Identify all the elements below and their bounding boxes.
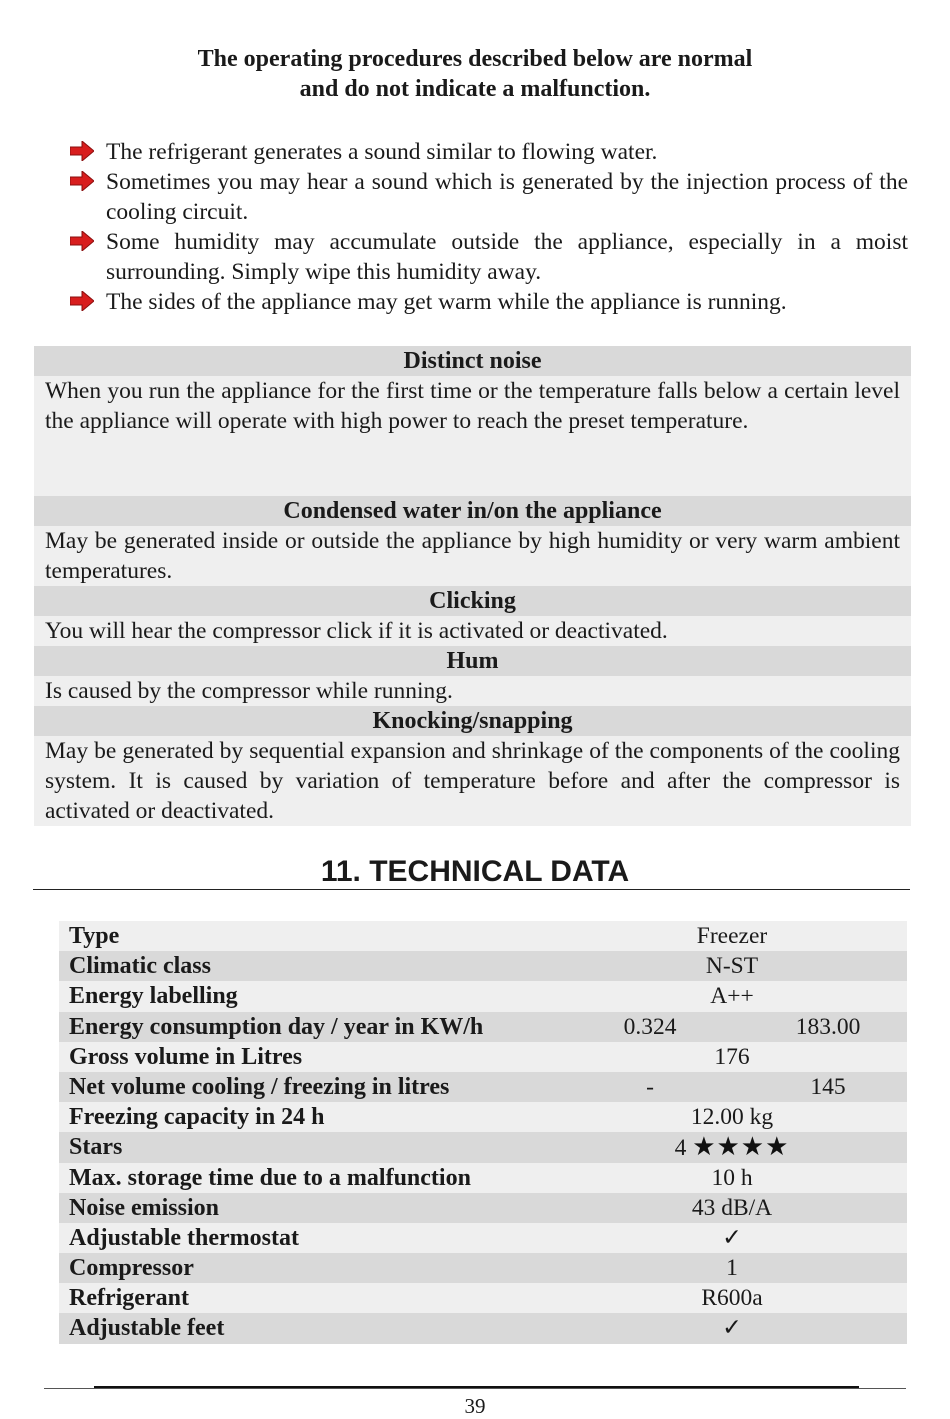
red-arrow-icon — [70, 141, 94, 161]
row-value: R600a — [701, 1285, 763, 1312]
red-arrow-icon — [70, 291, 94, 311]
row-label: Climatic class — [69, 953, 211, 980]
noise-description: When you run the appliance for the first time or the temperature falls below a certain level the appliance will operate with high power to reach the preset temperature. — [34, 376, 911, 496]
table-row — [59, 1313, 907, 1343]
row-label: Gross volume in Litres — [69, 1043, 303, 1070]
table-row — [59, 921, 907, 951]
noise-heading: Knocking/snapping — [34, 706, 911, 736]
row-value: 10 h — [711, 1164, 753, 1191]
row-label: Net volume cooling / freezing in litres — [69, 1073, 450, 1100]
table-row — [59, 1223, 907, 1253]
list-item — [70, 167, 908, 227]
table-row — [59, 1253, 907, 1283]
noise-heading: Condensed water in/on the appliance — [34, 496, 911, 526]
row-label: Freezing capacity in 24 h — [69, 1104, 325, 1131]
section-title: 11. TECHNICAL DATA — [320, 855, 630, 888]
list-item-text: The refrigerant generates a sound similar to flowing water. — [106, 139, 658, 165]
noise-heading: Hum — [34, 646, 911, 676]
row-label: Max. storage time due to a malfunction — [69, 1164, 471, 1191]
normal-operation-list — [70, 137, 908, 317]
row-value: 176 — [714, 1043, 750, 1070]
star-rating-icon: ★★★★ — [692, 1132, 790, 1162]
checkmark-icon: ✓ — [722, 1224, 742, 1251]
list-item — [70, 137, 908, 167]
table-row — [59, 1012, 907, 1042]
checkmark-icon: ✓ — [722, 1315, 742, 1342]
noise-description: You will hear the compressor click if it is activated or deactivated. — [34, 616, 911, 646]
row-label: Stars — [69, 1134, 123, 1161]
table-row — [59, 1283, 907, 1313]
noise-heading: Clicking — [34, 586, 911, 616]
row-value: 12.00 kg — [690, 1104, 774, 1131]
red-arrow-icon — [70, 171, 94, 191]
intro-notice — [0, 44, 950, 104]
noise-description: Is caused by the compressor while running. — [34, 676, 911, 706]
row-label: Compressor — [69, 1255, 194, 1282]
row-label: Refrigerant — [69, 1285, 189, 1312]
footer-divider — [94, 1386, 859, 1388]
table-row — [59, 1163, 907, 1193]
footer-divider — [44, 1388, 906, 1389]
intro-line-1: The operating procedures described below are normal — [197, 46, 753, 72]
page-number: 39 — [464, 1394, 486, 1418]
row-label: Adjustable thermostat — [69, 1224, 299, 1251]
table-row — [59, 1072, 907, 1102]
table-row — [59, 1132, 907, 1162]
noise-table — [34, 346, 911, 826]
table-row — [59, 981, 907, 1011]
table-row — [59, 1193, 907, 1223]
row-label: Noise emission — [69, 1194, 219, 1221]
row-value: N-ST — [705, 953, 759, 980]
title-divider — [33, 889, 910, 890]
list-item — [70, 287, 908, 317]
table-row — [59, 1102, 907, 1132]
noise-heading: Distinct noise — [34, 346, 911, 376]
list-item — [70, 227, 908, 287]
row-value-freezing: 145 — [810, 1073, 846, 1100]
row-value: 43 dB/A — [691, 1194, 773, 1221]
technical-data-table — [59, 921, 907, 1344]
row-label: Adjustable feet — [69, 1315, 225, 1342]
row-value — [637, 1132, 827, 1163]
row-label: Energy labelling — [69, 983, 238, 1010]
intro-line-2: and do not indicate a malfunction. — [299, 76, 651, 102]
list-item-text: Some humidity may accumulate outside the appliance, especially in a moist surrounding. Simply wipe this humidity away. — [106, 229, 908, 285]
list-item-text: Sometimes you may hear a sound which is generated by the injection process of the cooling circuit. — [106, 169, 908, 225]
row-value: A++ — [710, 983, 754, 1010]
stars-count: 4 — [674, 1135, 687, 1162]
noise-description: May be generated by sequential expansion and shrinkage of the components of the cooling system. It is caused by variation of temperature before and after the compressor is activated or deactivated. — [34, 736, 911, 826]
table-row — [59, 951, 907, 981]
row-value-year: 183.00 — [795, 1013, 861, 1040]
row-value-cooling: - — [646, 1073, 654, 1100]
row-label: Energy consumption day / year in KW/h — [69, 1013, 484, 1040]
row-value: 1 — [726, 1255, 738, 1282]
row-value: Freezer — [696, 923, 768, 949]
list-item-text: The sides of the appliance may get warm while the appliance is running. — [106, 289, 787, 315]
red-arrow-icon — [70, 231, 94, 251]
table-row — [59, 1042, 907, 1072]
row-label: Type — [69, 923, 120, 949]
row-value-day: 0.324 — [623, 1013, 677, 1040]
noise-description: May be generated inside or outside the appliance by high humidity or very warm ambient temperatures. — [34, 526, 911, 586]
